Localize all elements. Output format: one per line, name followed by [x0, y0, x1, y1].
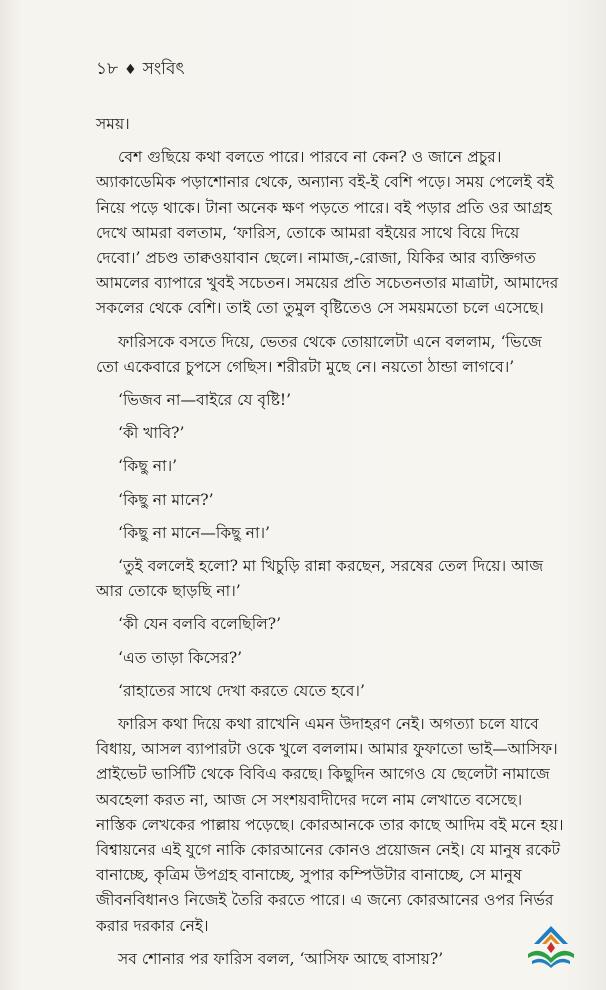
book-title: সংবিৎ [142, 59, 185, 79]
dialogue-line: ‘রাহাতের সাথে দেখা করতে যেতে হবে।’ [118, 681, 365, 700]
dialogue-line: ‘কী খাবি?’ [118, 424, 185, 443]
page-body [96, 112, 566, 972]
dialogue-line: ‘এত তাড়া কিসের?’ [118, 648, 243, 667]
dialogue-line: ‘তুই বললেই হলো? মা খিচুড়ি রান্না করছেন, সরষের তেল দিয়ে। আজ আর তোকে ছাড়ছি না।’ [96, 557, 544, 601]
paragraph: ফারিসকে বসতে দিয়ে, ভেতর থেকে তোয়ালেটা এনে বললাম, ‘ভিজে তো একেবারে চুপসে গেছিস। শরীরটা মুছে নে। নয়তো ঠান্ডা লাগবে।’ [96, 332, 542, 376]
paragraph: ফারিস কথা দিয়ে কথা রাখেনি এমন উদাহরণ নেই। অগত্যা চলে যাবে বিধায়, আসল ব্যাপারটা ওকে খুলে বললাম। আমার ফুফাতো ভাই—আসিফ। প্রাইভেট ভার্সিটি থেকে বিবিএ করছে। কিছুদিন আগেও যে ছেলেটা নামাজে অবহেলা করত না, আজ সে সংশয়বাদীদের দলে নাম লেখাতে বসেছে। নাস্তিক লেখকের পাল্লায় পড়েছে। কোরআনকে তার কাছে আদিম বই মনে হয়। বিশ্বায়নের এই যুগে নাকি কোরআনের কোনও প্রয়োজন নেই। যে মানুষ রকেট বানাচ্ছে, কৃত্রিম উপগ্রহ বানাচ্ছে, সুপার কম্পিউটার বানাচ্ছে, সে মানুষ জীবনবিধানও নিজেই তৈরি করতে পারে। এ জন্যে কোরআনের ওপর নির্ভর করার দরকার নেই। [96, 715, 564, 935]
dialogue-line: ‘কিছু না মানে?’ [118, 490, 214, 509]
dialogue-line: ‘কী যেন বলবি বলেছিলি?’ [118, 615, 282, 634]
dialogue-line: ‘ভিজব না—বাইরে যে বৃষ্টি!’ [118, 391, 292, 410]
diamond-separator-icon: ♦ [124, 62, 137, 78]
page-number: ১৮ [96, 59, 119, 79]
publisher-logo-icon [522, 920, 580, 978]
paragraph: সব শোনার পর ফারিস বলল, ‘আসিফ আছে বাসায়?’ [118, 949, 444, 968]
paragraph: বেশ গুছিয়ে কথা বলতে পারে। পারবে না কেন? ও জানে প্রচুর। অ্যাকাডেমিক পড়াশোনার থেকে, অন্যান্য বই-ই বেশি পড়ে। সময় পেলেই বই নিয়ে পড়ে থাকে। টানা অনেক ক্ষণ পড়তে পারে। বই পড়ার প্রতি ওর আগ্রহ দেখে আমরা বলতাম, ‘ফারিস, তোকে আমরা বইয়ের সাথে বিয়ে দিয়ে দেবো।’ প্রচণ্ড তাক্বওয়াবান ছেলে। নামাজ,-রোজা, যিকির আর ব্যক্তিগত আমলের ব্যাপারে খুবই সচেতন। সময়ের প্রতি সচেতনতার মাত্রাটা, আমাদের সকলের থেকে বেশি। তাই তো তুমুল বৃষ্টিতেও সে সময়মতো চলে এসেছে। [96, 148, 559, 318]
running-header [96, 56, 185, 84]
dialogue-line: ‘কিছু না।’ [118, 457, 178, 476]
dialogue-line: ‘কিছু না মানে—কিছু না।’ [118, 523, 271, 542]
paragraph: সময়। [96, 115, 130, 133]
